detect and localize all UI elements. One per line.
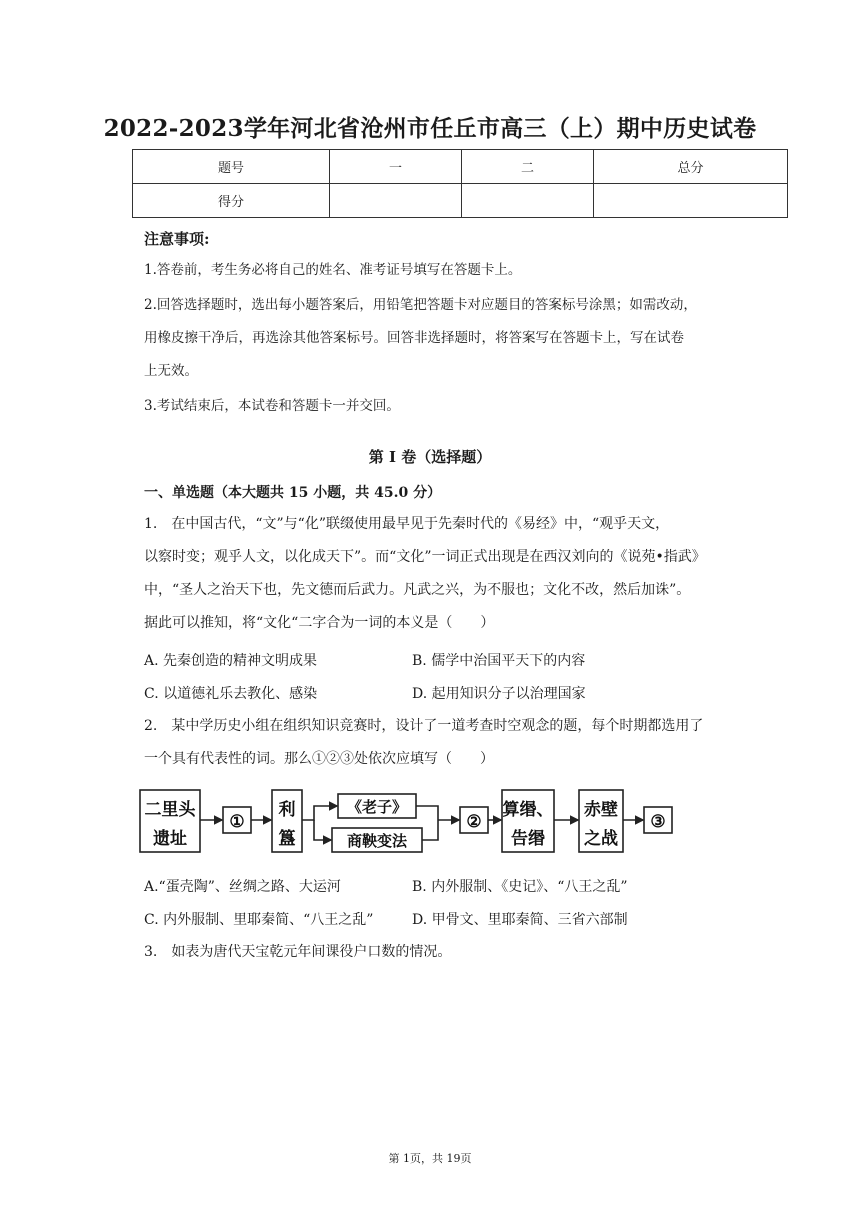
q1-option-d: D. 起用知识分子以治理国家 xyxy=(412,686,586,702)
table-cell xyxy=(594,184,788,218)
table-cell: 二 xyxy=(462,150,594,184)
table-cell: 一 xyxy=(330,150,462,184)
notice-item-2-line-1: 2.回答选择题时，选出每小题答案后，用铅笔把答题卡对应题目的答案标号涂黑；如需改动， xyxy=(144,297,697,313)
table-cell: 得分 xyxy=(133,184,330,218)
score-table-header-row xyxy=(133,150,788,184)
diagram-label: 之战 xyxy=(584,829,618,849)
part-title: 一、单选题（本大题共 15 小题，共 45.0 分） xyxy=(144,485,442,501)
page-footer: 第 1页，共 19页 xyxy=(388,1152,472,1165)
q2-line-2: 一个具有代表性的词。那么①②③处依次应填写（ ） xyxy=(144,751,494,767)
q2-option-d: D. 甲骨文、里耶秦简、三省六部制 xyxy=(412,912,628,928)
arrow xyxy=(302,806,337,820)
notice-item-1: 1.答卷前，考生务必将自己的姓名、准考证号填写在答题卡上。 xyxy=(144,262,522,278)
exam-title: 2022-2023学年河北省沧州市任丘市高三（上）期中历史试卷 xyxy=(103,115,757,142)
diagram-label: 商鞅变法 xyxy=(346,832,408,850)
diagram-label: 赤壁 xyxy=(584,800,618,820)
diagram-label: 《老子》 xyxy=(346,798,408,816)
q1-option-b: B. 儒学中治国平天下的内容 xyxy=(412,653,586,669)
table-cell: 总分 xyxy=(594,150,788,184)
diagram-label: ③ xyxy=(650,812,666,832)
q1-option-c: C. 以道德礼乐去教化、感染 xyxy=(144,686,318,702)
score-table-score-row xyxy=(133,184,788,218)
section-title: 第 I 卷（选择题） xyxy=(368,448,492,466)
arrow xyxy=(416,806,438,840)
diagram-label: 遗址 xyxy=(153,829,187,849)
diagram-label: 二里头 xyxy=(144,800,196,820)
table-cell xyxy=(462,184,594,218)
table-cell: 题号 xyxy=(133,150,330,184)
q3-line-1: 3. 如表为唐代天宝乾元年间课役户口数的情况。 xyxy=(144,944,452,960)
q2-option-c: C. 内外服制、里耶秦简、“八王之乱” xyxy=(144,912,374,928)
diagram-label: 告缗 xyxy=(511,829,545,849)
q1-line-4: 据此可以推知，将“文化“二字合为一词的本义是（ ） xyxy=(144,615,495,631)
diagram-label: 利 xyxy=(278,800,296,820)
table-cell xyxy=(330,184,462,218)
q1-line-3: 中，“圣人之治天下也，先文德而后武力。凡武之兴，为不服也；文化不改，然后加诛”。 xyxy=(144,582,691,598)
diagram-label: 算缗、 xyxy=(502,800,554,820)
q1-line-1: 1. 在中国古代，“文”与“化”联缀使用最早见于先秦时代的《易经》中，“观乎天文， xyxy=(144,516,670,532)
timeline-diagram xyxy=(138,786,698,860)
q2-line-1: 2. 某中学历史小组在组织知识竞赛时，设计了一道考查时空观念的题，每个时期都选用了 xyxy=(144,718,704,734)
diagram-label: 簋 xyxy=(278,829,296,849)
q2-option-a: A.“蛋壳陶”、丝绸之路、大运河 xyxy=(144,879,341,895)
score-table xyxy=(132,149,788,218)
q1-line-2: 以察时变；观乎人文，以化成天下”。而“文化”一词正式出现是在西汉刘向的《说苑•指武》 xyxy=(144,549,706,565)
diagram-label: ② xyxy=(466,812,482,832)
notice-item-2-line-3: 上无效。 xyxy=(144,363,198,379)
notice-item-2-line-2: 用橡皮擦干净后，再选涂其他答案标号。回答非选择题时，将答案写在答题卡上，写在试卷 xyxy=(144,330,684,346)
q1-option-a: A. 先秦创造的精神文明成果 xyxy=(144,653,318,669)
notice-item-3: 3.考试结束后，本试卷和答题卡一并交回。 xyxy=(144,398,400,414)
arrow xyxy=(314,820,331,840)
diagram-label: ① xyxy=(229,812,245,832)
notice-heading: 注意事项: xyxy=(144,230,210,248)
q2-option-b: B. 内外服制、《史记》、“八王之乱” xyxy=(412,879,628,895)
